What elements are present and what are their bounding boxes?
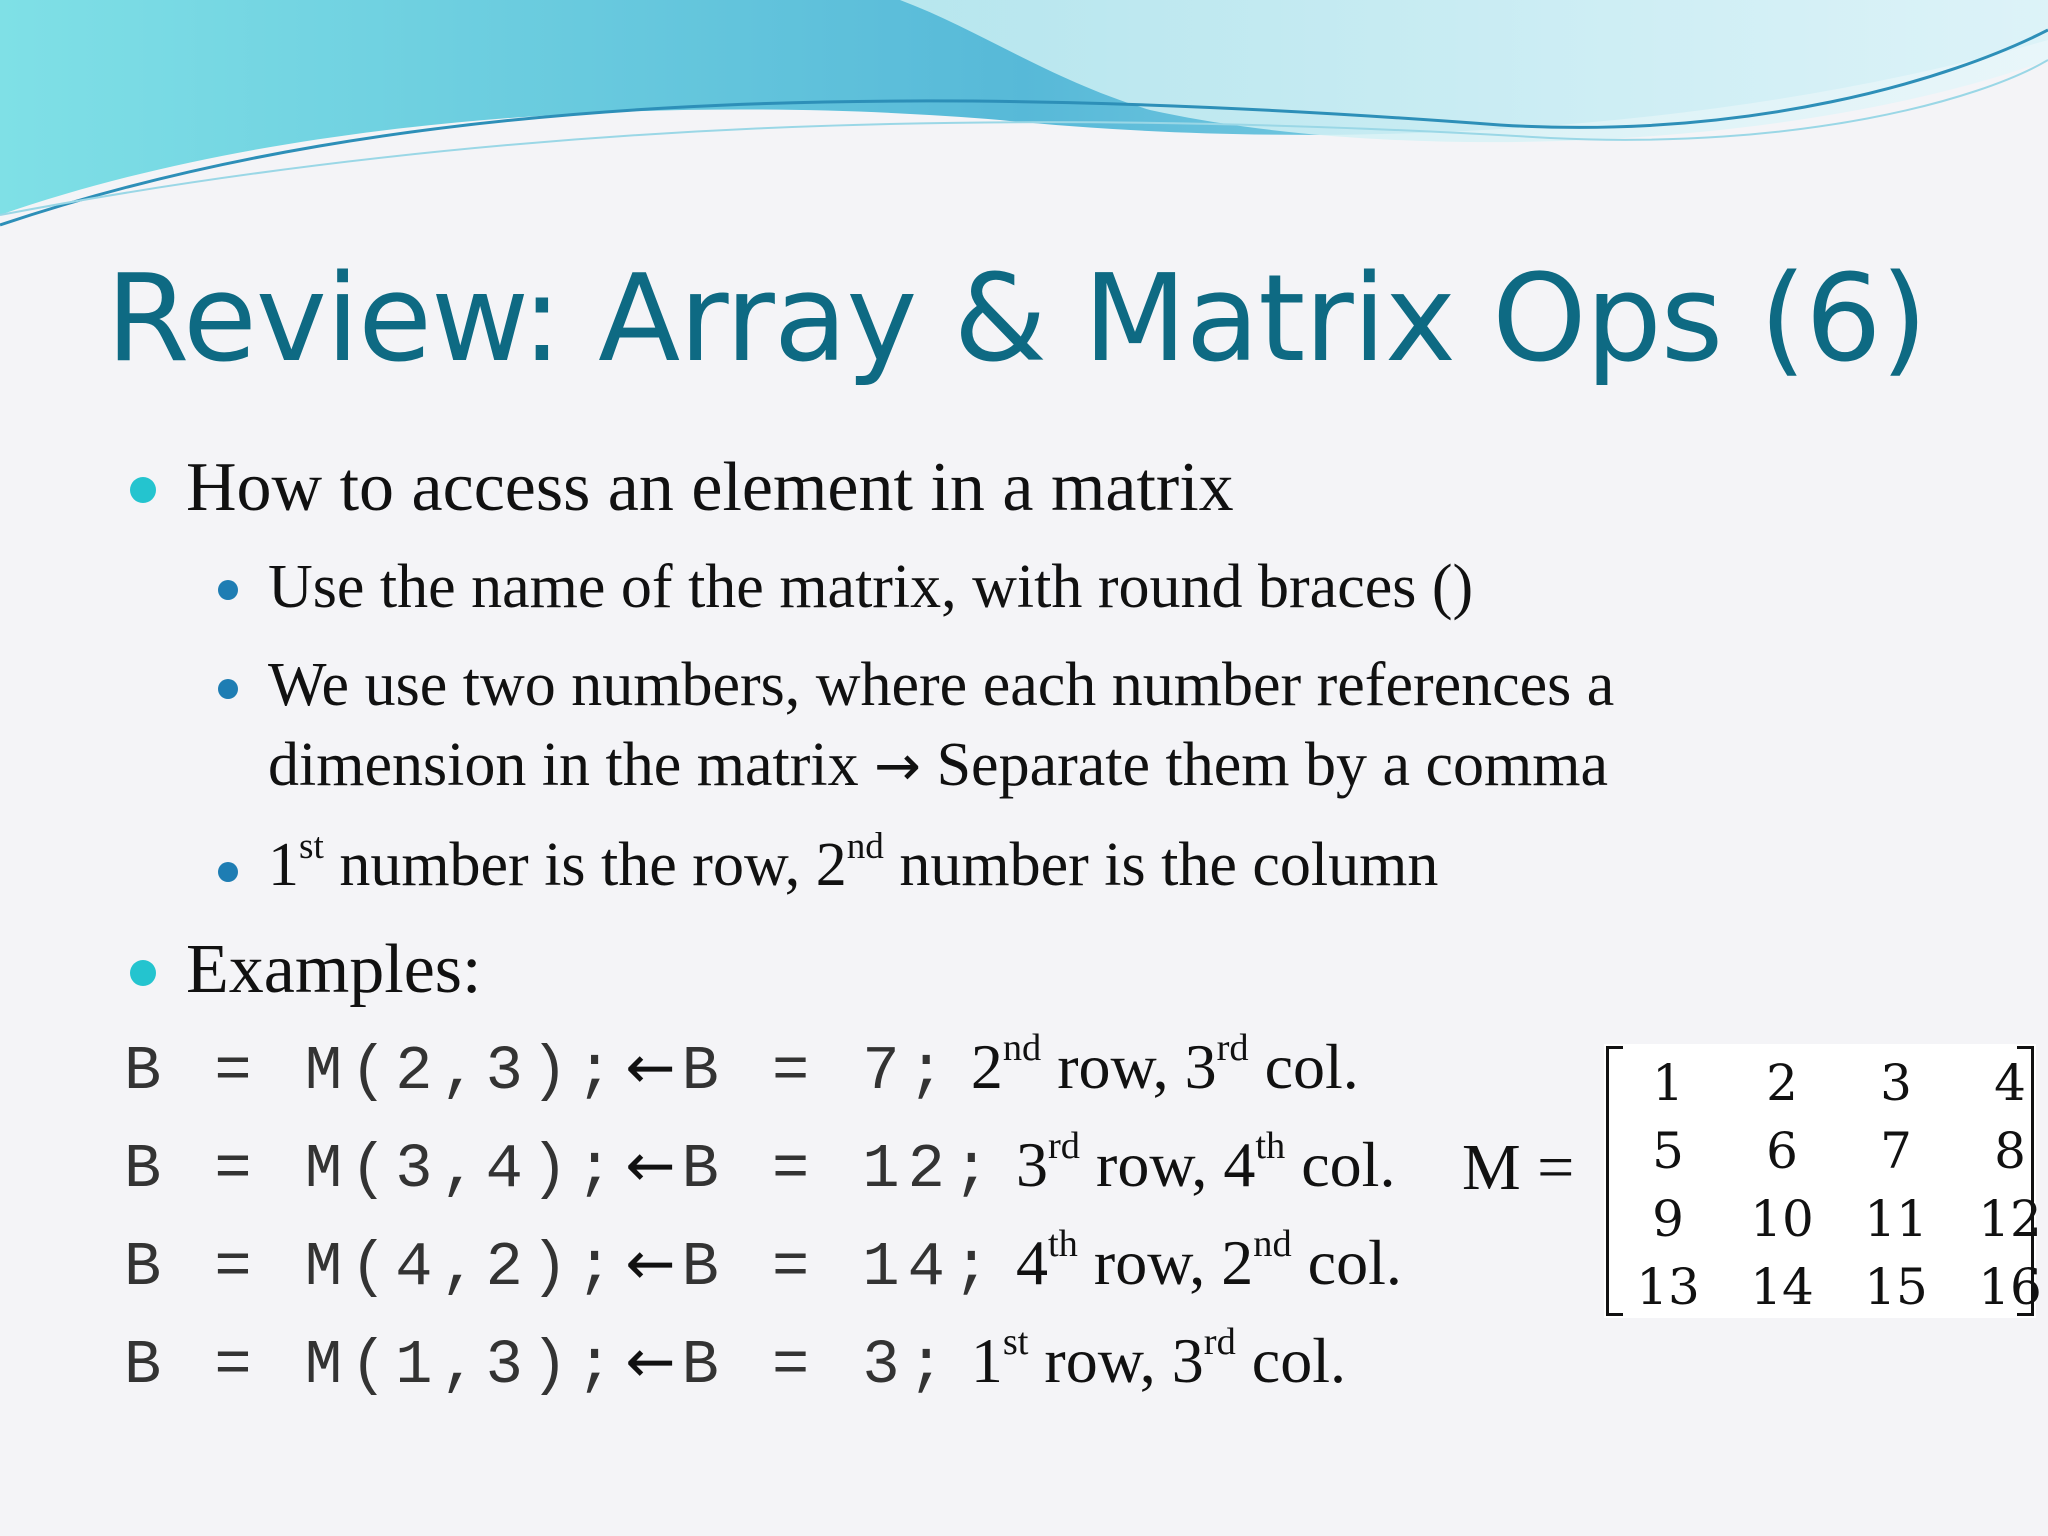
text-segment: Separate them by a comma <box>921 731 1608 799</box>
example-description <box>1016 1124 1396 1200</box>
sub-bullet-row-column <box>268 825 1439 901</box>
ordinal-number: 3 <box>1171 1325 1204 1396</box>
matrix-cell: 16 <box>1978 1258 2042 1316</box>
matrix-cell: 13 <box>1636 1258 1700 1316</box>
text-segment: row, <box>1041 1031 1185 1102</box>
text-segment: number is the row, <box>323 831 816 899</box>
text-segment: col. <box>1285 1129 1396 1200</box>
text-segment: number is the column <box>883 831 1439 899</box>
sub-bullet-round-braces: Use the name of the matrix, with round braces () <box>268 553 1474 621</box>
matrix-cell: 2 <box>1766 1054 1798 1112</box>
ordinal-number: 4 <box>1223 1129 1256 1200</box>
ordinal-number: 2 <box>815 831 847 899</box>
sub-bullet-dot <box>218 679 238 699</box>
matrix-cell: 10 <box>1750 1190 1814 1248</box>
code-statement: B = M(3,4); <box>124 1134 622 1205</box>
example-row <box>124 1320 1346 1404</box>
right-arrow-icon: → <box>874 734 922 799</box>
ordinal-number: 2 <box>1221 1227 1254 1298</box>
code-statement: B = M(1,3); <box>124 1330 622 1401</box>
ordinal-number: 3 <box>1184 1031 1217 1102</box>
matrix-cell: 6 <box>1766 1122 1798 1180</box>
sub-bullet-two-numbers-line1: We use two numbers, where each number references a <box>268 651 1615 719</box>
ordinal-suffix: nd <box>1002 1026 1042 1069</box>
bullet-dot <box>130 477 156 503</box>
ordinal-suffix: nd <box>1253 1222 1292 1265</box>
matrix-cell: 1 <box>1652 1054 1684 1112</box>
sub-bullet-dot <box>218 580 238 600</box>
matrix-cell: 11 <box>1864 1190 1928 1248</box>
text-segment: col. <box>1291 1227 1402 1298</box>
code-statement: B = M(2,3); <box>124 1036 622 1107</box>
example-row <box>124 1124 1396 1208</box>
slide-title: Review: Array & Matrix Ops (6) <box>106 250 1927 389</box>
code-statement: B = M(4,2); <box>124 1232 622 1303</box>
ordinal-number: 3 <box>1016 1129 1049 1200</box>
bullet-examples: Examples: <box>186 931 482 1008</box>
ordinal-suffix: th <box>1048 1222 1078 1265</box>
ordinal-suffix: st <box>299 825 324 867</box>
ordinal-suffix: th <box>1255 1124 1286 1167</box>
left-arrow-icon: ← <box>625 1033 676 1103</box>
header-wave-decoration <box>0 0 2048 240</box>
matrix-cell: 3 <box>1880 1054 1912 1112</box>
ordinal-suffix: rd <box>1203 1320 1236 1363</box>
ordinal-number: 1 <box>970 1325 1003 1396</box>
text-segment: row, <box>1077 1227 1222 1298</box>
matrix-m <box>1604 1044 2042 1318</box>
text-segment: col. <box>1235 1325 1346 1396</box>
example-row <box>124 1222 1402 1306</box>
matrix-cell: 15 <box>1864 1258 1928 1316</box>
example-description <box>970 1026 1359 1102</box>
example-description <box>970 1320 1346 1396</box>
bullet-dot <box>130 960 156 986</box>
text-segment: row, <box>1080 1129 1224 1200</box>
ordinal-suffix: rd <box>1048 1124 1080 1167</box>
matrix-cell: 4 <box>1994 1054 2026 1112</box>
code-result: B = 14; <box>681 1232 999 1303</box>
text-segment: col. <box>1248 1031 1359 1102</box>
sub-bullet-dot <box>218 862 238 882</box>
ordinal-number: 1 <box>268 831 299 899</box>
matrix-cell: 12 <box>1978 1190 2042 1248</box>
bullet-access-element: How to access an element in a matrix <box>186 449 1234 526</box>
code-result: B = 3; <box>681 1330 953 1401</box>
ordinal-number: 2 <box>970 1031 1003 1102</box>
matrix-cell: 5 <box>1652 1122 1684 1180</box>
matrix-cell: 14 <box>1750 1258 1814 1316</box>
code-result: B = 7; <box>681 1036 953 1107</box>
ordinal-suffix: rd <box>1216 1026 1249 1069</box>
ordinal-suffix: st <box>1002 1320 1029 1363</box>
matrix-cell: 8 <box>1994 1122 2026 1180</box>
left-arrow-icon: ← <box>625 1229 676 1299</box>
example-description <box>1016 1222 1402 1298</box>
left-arrow-icon: ← <box>625 1327 676 1397</box>
example-row <box>124 1026 1359 1110</box>
ordinal-number: 4 <box>1016 1227 1049 1298</box>
matrix-cell: 9 <box>1652 1190 1684 1248</box>
ordinal-suffix: nd <box>846 825 884 867</box>
left-arrow-icon: ← <box>625 1131 676 1201</box>
text-segment: dimension in the matrix <box>268 731 875 799</box>
text-segment: row, <box>1028 1325 1172 1396</box>
matrix-label: M = <box>1462 1131 1575 1204</box>
matrix-cell: 7 <box>1880 1122 1912 1180</box>
sub-bullet-two-numbers-line2 <box>268 730 1608 801</box>
code-result: B = 12; <box>681 1134 999 1205</box>
